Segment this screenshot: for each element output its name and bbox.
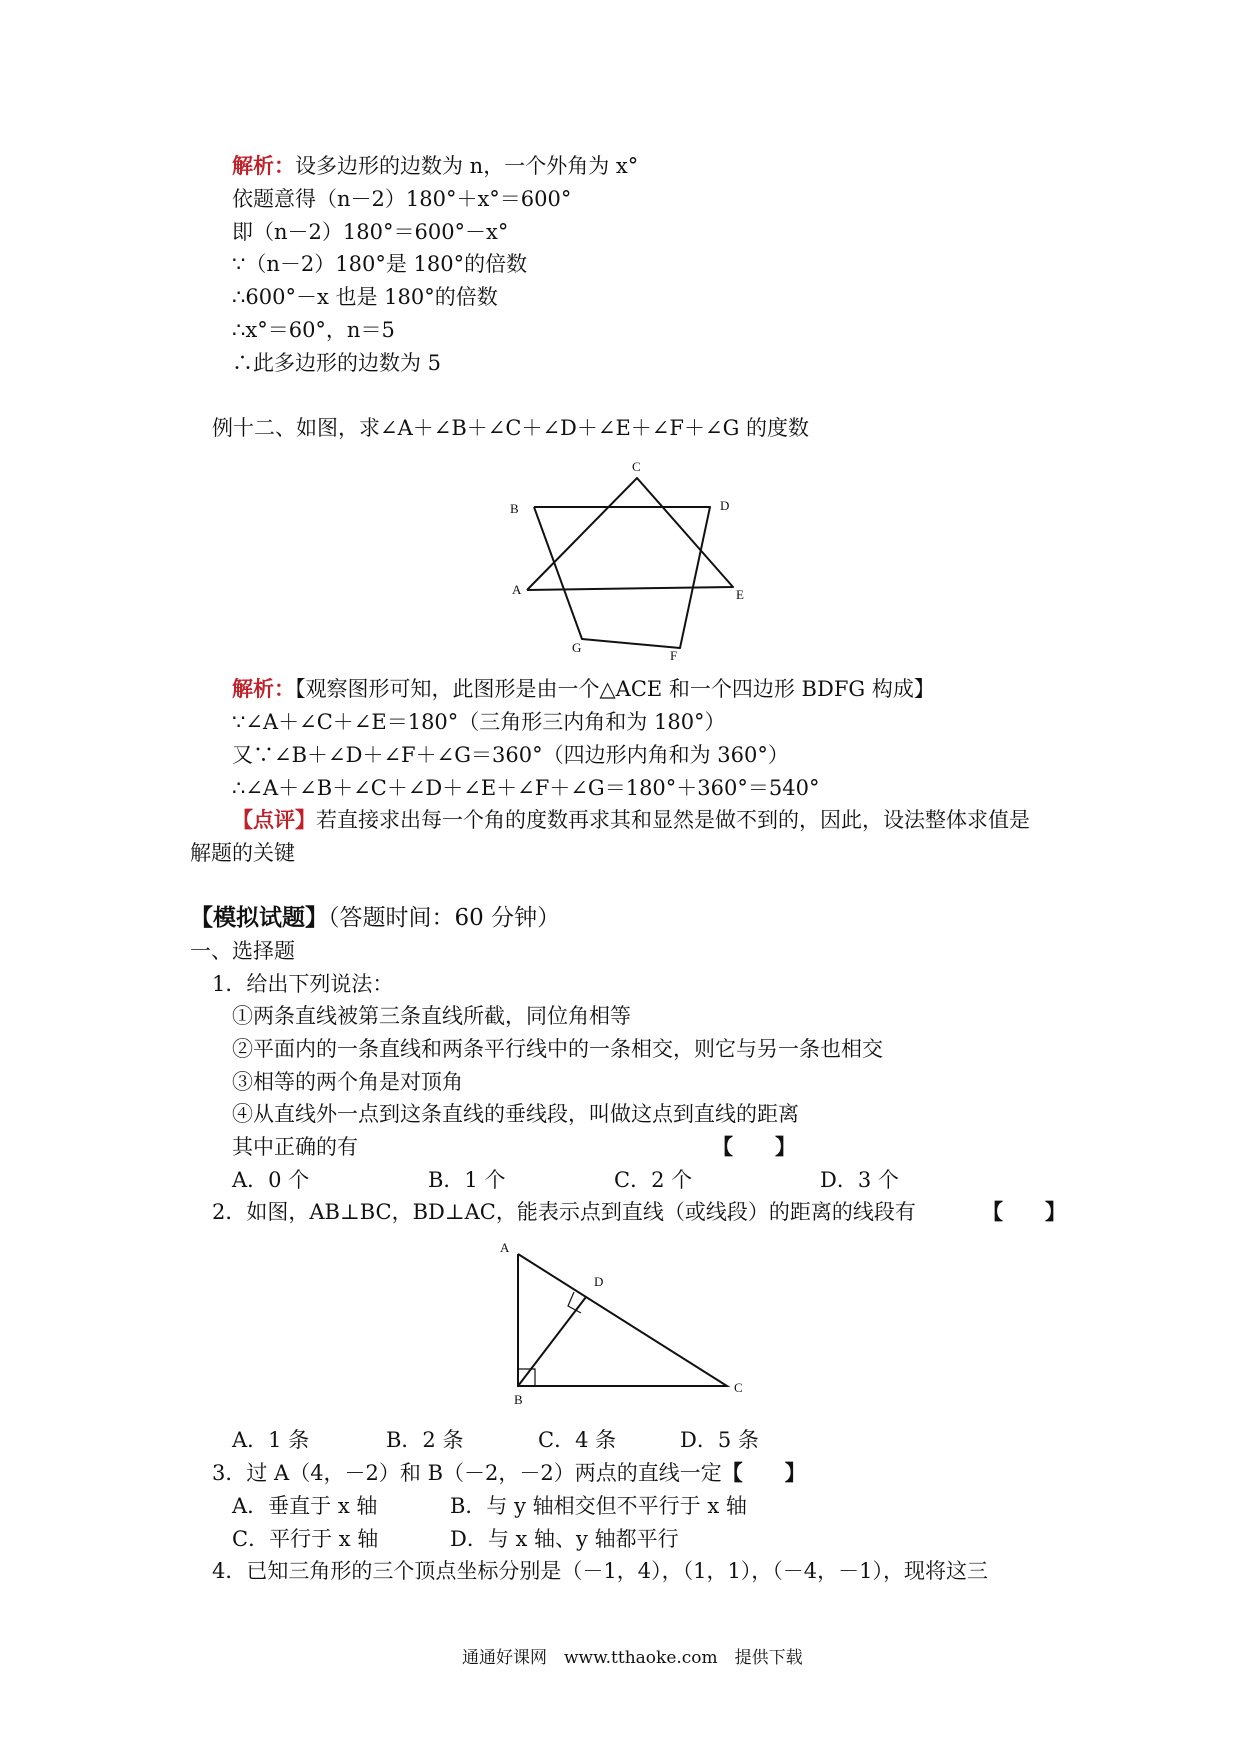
- label-c: C: [734, 1380, 743, 1395]
- label-c: C: [632, 459, 641, 474]
- q3-stem: 3．过 A（4，－2）和 B（－2，－2）两点的直线一定【 】: [212, 1460, 806, 1485]
- label-d: D: [594, 1274, 604, 1289]
- q1-bracket: 【 】: [712, 1134, 796, 1159]
- right-angle-d: [568, 1292, 581, 1313]
- solution-label: 解析：: [232, 153, 295, 178]
- example-solution-intro: 解析：【观察图形可知，此图形是由一个△ACE 和一个四边形 BDFG 构成】: [232, 676, 935, 701]
- q1-item-4: ④从直线外一点到这条直线的垂线段，叫做这点到直线的距离: [232, 1102, 799, 1126]
- solution-line-4: ∵（n－2）180°是 180°的倍数: [232, 252, 528, 276]
- label-d: D: [720, 498, 730, 513]
- page-footer: 通通好课网 www.tthaoke.com 提供下载: [462, 1648, 803, 1668]
- q2-bracket: 【 】: [982, 1199, 1066, 1224]
- q1-option-d: D．3 个: [820, 1168, 899, 1192]
- label-e: E: [736, 587, 744, 602]
- label-a: A: [500, 1240, 510, 1255]
- q1-item-1: ①两条直线被第三条直线所截，同位角相等: [232, 1004, 631, 1028]
- example-step-2: 又∵∠B＋∠D＋∠F＋∠G＝360°（四边形内角和为 360°）: [232, 743, 789, 767]
- q1-ask: 其中正确的有: [232, 1135, 358, 1159]
- comment-line: 【点评】若直接求出每一个角的度数再求其和显然是做不到的，因此，设法整体求值是: [232, 807, 1030, 832]
- q1-option-b: B．1 个: [428, 1168, 506, 1192]
- q2-option-a: A．1 条: [232, 1428, 310, 1452]
- q2-option-d: D．5 条: [680, 1428, 759, 1452]
- q3-option-b: B．与 y 轴相交但不平行于 x 轴: [450, 1494, 747, 1518]
- section-title: 一、选择题: [190, 939, 295, 963]
- star-figure: [500, 452, 760, 666]
- q3-option-d: D．与 x 轴、y 轴都平行: [450, 1527, 679, 1551]
- mock-heading: 【模拟试题】（答题时间：60 分钟）: [190, 904, 561, 931]
- solution-line-5: ∴600°－x 也是 180°的倍数: [232, 285, 498, 309]
- q1-option-c: C．2 个: [614, 1168, 693, 1192]
- q2-option-b: B．2 条: [386, 1428, 464, 1452]
- label-g: G: [572, 640, 582, 655]
- q1-option-a: A．0 个: [232, 1168, 310, 1192]
- example-step-1: ∵∠A＋∠C＋∠E＝180°（三角形三内角和为 180°）: [232, 710, 726, 734]
- solution-line-3: 即（n－2）180°＝600°－x°: [232, 220, 509, 244]
- solution-line-7: ∴此多边形的边数为 5: [232, 351, 442, 375]
- q1-item-2: ②平面内的一条直线和两条平行线中的一条相交，则它与另一条也相交: [232, 1037, 883, 1061]
- example-step-3: ∴∠A＋∠B＋∠C＋∠D＋∠E＋∠F＋∠G＝180°＋360°＝540°: [232, 776, 820, 800]
- solution-line-1: 解析：设多边形的边数为 n，一个外角为 x°: [232, 153, 639, 178]
- triangle-abc: [518, 1254, 727, 1386]
- label-b: B: [510, 501, 519, 516]
- solution-line-6: ∴x°＝60°，n＝5: [232, 318, 395, 342]
- q4-stem: 4．已知三角形的三个顶点坐标分别是（－1，4），（1，1），（－4，－1），现将这三: [212, 1559, 989, 1583]
- label-a: A: [512, 582, 522, 597]
- q3-option-a: A．垂直于 x 轴: [232, 1494, 378, 1518]
- q2-option-c: C．4 条: [538, 1428, 617, 1452]
- example-title: 例十二、如图，求∠A＋∠B＋∠C＋∠D＋∠E＋∠F＋∠G 的度数: [212, 416, 810, 440]
- label-f: F: [670, 648, 678, 663]
- q1-item-3: ③相等的两个角是对顶角: [232, 1070, 463, 1094]
- right-triangle-figure: [490, 1232, 760, 1412]
- q2-stem: 2．如图，AB⊥BC，BD⊥AC，能表示点到直线（或线段）的距离的线段有: [212, 1200, 916, 1224]
- q1-stem: 1．给出下列说法：: [212, 972, 394, 996]
- quadrilateral-bdfg: [534, 507, 710, 648]
- solution-line-2: 依题意得（n－2）180°＋x°＝600°: [232, 187, 572, 211]
- q3-option-c: C．平行于 x 轴: [232, 1527, 379, 1551]
- comment-continuation: 解题的关键: [190, 841, 295, 865]
- label-b: B: [514, 1392, 523, 1407]
